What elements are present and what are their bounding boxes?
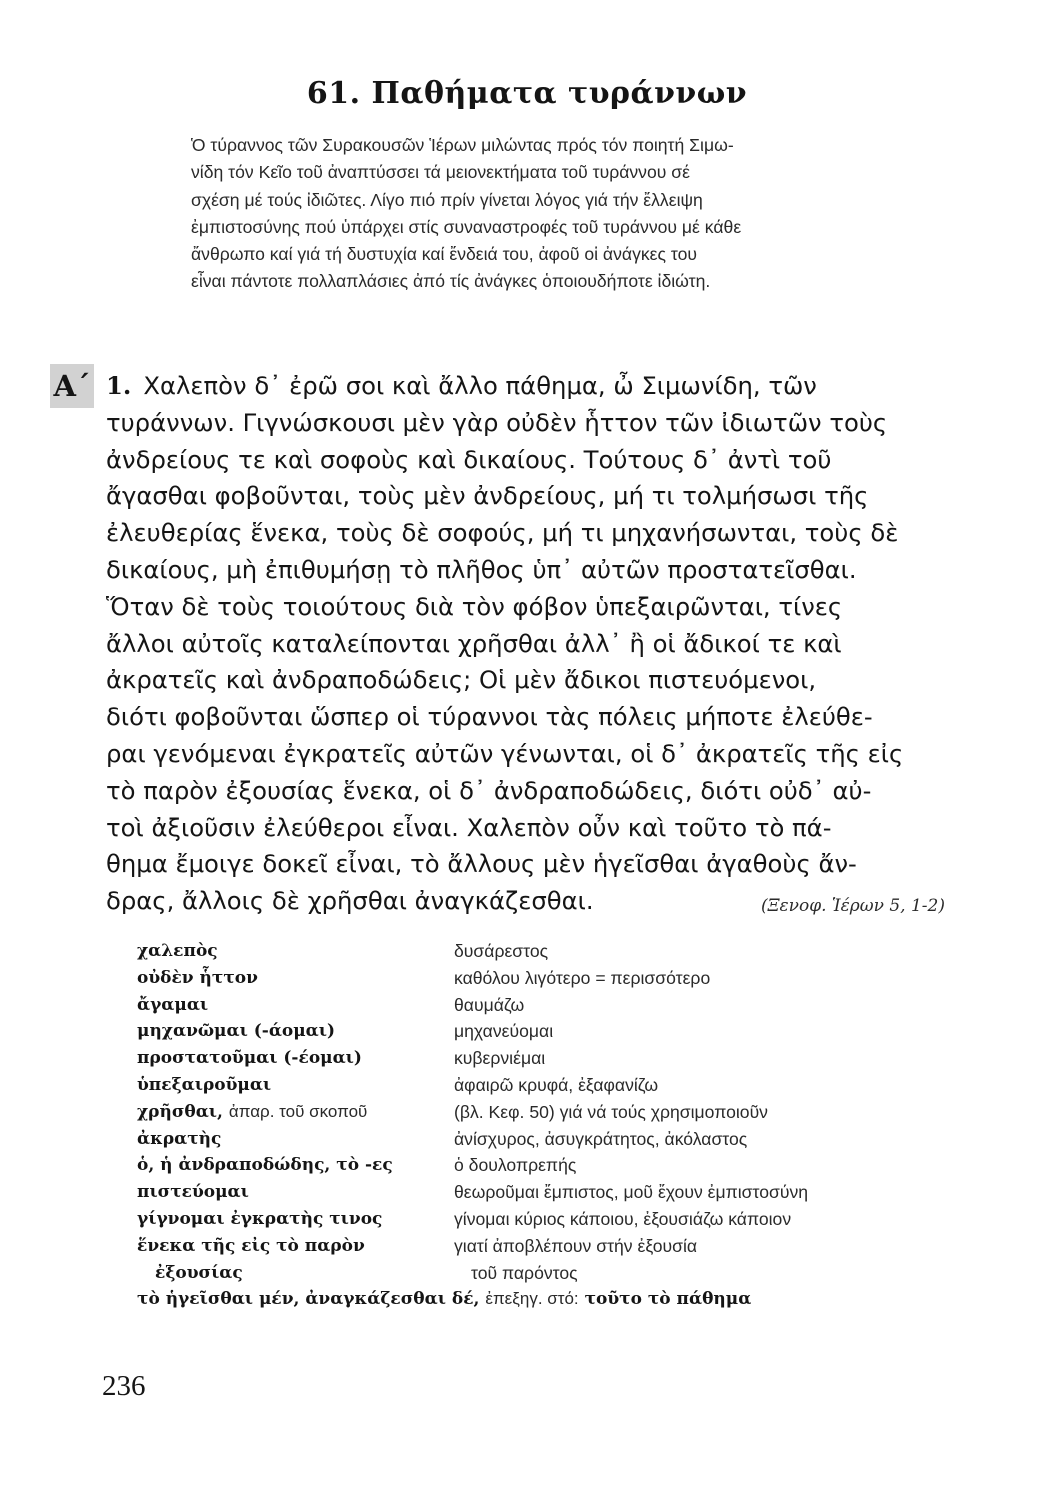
greek-line: διότι φοβοῦνται ὥσπερ οἱ τύραννοι τὰς πόλεις μήποτε ἐλεύθε- (106, 702, 873, 732)
glossary-term: ὁ, ἡ ἀνδραποδώδης, τὸ -ες (137, 1155, 393, 1176)
glossary-entry (137, 1018, 947, 1045)
chapter-title: 61. Παθήματα τυράννων (306, 76, 748, 111)
glossary-entry (137, 1233, 947, 1260)
greek-line: Ὅταν δὲ τοὺς τοιούτους διὰ τὸν φόβον ὑπεξαιρῶνται, τίνες (106, 591, 843, 621)
glossary-term: γίγνομαι ἐγκρατὴς τινος (137, 1208, 383, 1229)
page-number: 236 (102, 1370, 146, 1402)
greek-line: δικαίους, μὴ ἐπιθυμήσῃ τὸ πλῆθος ὑπ᾽ αὐτῶν προστατεῖσθαι. (106, 554, 857, 584)
intro-line: ἐμπιστοσύνης πού ὑπάρχει στίς συναναστροφές τοῦ τυράννου μέ κάθε (191, 216, 742, 237)
intro-line: Ὁ τύραννος τῶν Συρακουσῶν Ἱέρων μιλώντας πρός τόν ποιητή Σιμω- (191, 135, 734, 155)
glossary-definition: ὁ δουλοπρεπής (454, 1155, 577, 1176)
section-marker: Α΄ (50, 364, 94, 408)
glossary-entry (137, 1206, 947, 1233)
glossary-definition: θεωροῦμαι ἔμπιστος, μοῦ ἔχουν ἐμπιστοσύνη (454, 1182, 809, 1203)
glossary-definition: γίνομαι κύριος κάποιου, ἐξουσιάζω κάποιον (454, 1208, 792, 1229)
glossary-term: προστατοῦμαι (-έομαι) (137, 1048, 362, 1069)
glossary-term: πιστεύομαι (137, 1182, 249, 1203)
glossary-definition: ἀφαιρῶ κρυφά, ἐξαφανίζω (454, 1074, 659, 1095)
glossary-entry (137, 965, 947, 992)
glossary-definition: κυβερνιέμαι (454, 1048, 546, 1069)
greek-line: τὸ παρὸν ἐξουσίας ἕνεκα, οἱ δ᾽ ἀνδραποδώδεις, διότι οὐδ᾽ αὐ- (106, 775, 872, 805)
intro-line: ἄνθρωπο καί γιά τή δυστυχία καί ἔνδειά του, ἀφοῦ οἱ ἀνάγκες του (191, 244, 697, 265)
glossary-entry (137, 1099, 947, 1126)
glossary-note: ἐπεξηγ. στό: (485, 1289, 579, 1309)
greek-line: ἀνδρείους τε καὶ σοφοὺς καὶ δικαίους. Τούτους δ᾽ ἀντὶ τοῦ (106, 444, 832, 474)
greek-line: δρας, ἄλλοις δὲ χρῆσθαι ἀναγκάζεσθαι. (106, 886, 594, 916)
glossary-final-line (137, 1286, 751, 1313)
glossary-definition: (βλ. Κεφ. 50) γιά νά τούς χρησιμοποιοῦν (454, 1101, 768, 1122)
intro-line: νίδη τόν Κεῖο τοῦ ἀναπτύσσει τά μειονεκτήματα τοῦ τυράννου σέ (191, 162, 690, 183)
glossary-entry (137, 992, 947, 1019)
glossary-term: ὑπεξαιροῦμαι (137, 1074, 272, 1095)
greek-line: ἐλευθερίας ἕνεκα, τοὺς δὲ σοφούς, μή τι μηχανήσωνται, τοὺς δὲ (106, 518, 899, 548)
greek-line: θημα ἔμοιγε δοκεῖ εἶναι, τὸ ἄλλους μὲν ἡγεῖσθαι ἀγαθοὺς ἄν- (106, 849, 857, 879)
glossary-term: μηχανῶμαι (-άομαι) (137, 1021, 336, 1042)
glossary-term: ἀκρατὴς (137, 1128, 222, 1149)
glossary-entry (137, 1286, 947, 1313)
glossary-definition: ἀνίσχυρος, ἀσυγκράτητος, ἀκόλαστος (454, 1128, 748, 1149)
glossary-term-note: ἀπαρ. τοῦ σκοποῦ (228, 1101, 368, 1121)
glossary-entry (137, 1072, 947, 1099)
vocabulary-glossary (137, 938, 947, 1313)
glossary-definition: τοῦ παρόντος (471, 1262, 578, 1283)
introduction-paragraph (191, 132, 938, 296)
greek-line: ἀκρατεῖς καὶ ἀνδραποδώδεις; Οἱ μὲν ἄδικοι πιστευόμενοι, (106, 665, 817, 695)
glossary-definition: καθόλου λιγότερο = περισσότερο (454, 967, 711, 988)
glossary-term: ἕνεκα τῆς εἰς τὸ παρὸν (137, 1235, 365, 1256)
glossary-definition: δυσάρεστος (454, 941, 549, 961)
glossary-definition: θαυμάζω (454, 994, 525, 1015)
glossary-target: τοῦτο τὸ πάθημα (584, 1289, 752, 1310)
glossary-definition: γιατί ἀποβλέπουν στήν ἐξουσία (454, 1235, 698, 1256)
glossary-term: ἐξουσίας (155, 1262, 243, 1283)
greek-line: τυράννων. Γιγνώσκουσι μὲν γὰρ οὐδὲν ἧττον τῶν ἰδιωτῶν τοὺς (106, 407, 888, 437)
greek-line: τοὶ ἀξιοῦσιν ἐλεύθεροι εἶναι. Χαλεπὸν οὖν καὶ τοῦτο τὸ πά- (106, 812, 832, 842)
glossary-term: οὐδὲν ἧττον (137, 967, 258, 988)
intro-line: εἶναι πάντοτε πολλαπλάσιες ἀπό τίς ἀνάγκες ὁποιουδήποτε ἰδιώτη. (191, 271, 711, 292)
glossary-entry (137, 1179, 947, 1206)
greek-line: ἄλλοι αὐτοῖς καταλείπονται χρῆσθαι ἀλλ᾽ ἢ οἱ ἄδικοί τε καὶ (106, 628, 842, 658)
glossary-term: ἄγαμαι (137, 994, 209, 1015)
glossary-term (137, 1099, 367, 1126)
glossary-entry (137, 938, 947, 965)
glossary-entry (137, 1045, 947, 1072)
glossary-entry (137, 1126, 947, 1153)
glossary-term: τὸ ἡγεῖσθαι μέν, ἀναγκάζεσθαι δέ, (137, 1289, 480, 1310)
paragraph-number: 1. (106, 371, 132, 400)
glossary-term-text: χρῆσθαι, (137, 1101, 223, 1122)
greek-line: ραι γενόμεναι ἐγκρατεῖς αὐτῶν γένωνται, οἱ δ᾽ ἀκρατεῖς τῆς εἰς (106, 738, 904, 768)
intro-line: σχέση μέ τούς ἰδιῶτες. Λίγο πιό πρίν γίνεται λόγος γιά τήν ἔλλειψη (191, 189, 703, 210)
greek-line: ἄγασθαι φοβοῦνται, τοὺς μὲν ἀνδρείους, μή τι τολμήσωσι τῆς (106, 481, 869, 511)
ancient-greek-text (106, 368, 946, 920)
glossary-term: χαλεπὸς (137, 941, 218, 961)
glossary-entry (137, 1152, 947, 1179)
greek-line (106, 368, 946, 405)
greek-line-text: Χαλεπὸν δ᾽ ἐρῶ σοι καὶ ἄλλο πάθημα, ὦ Σιμωνίδη, τῶν (143, 371, 817, 400)
source-citation: (Ξενοφ. Ἱέρων 5, 1-2) (760, 896, 945, 916)
glossary-definition: μηχανεύομαι (454, 1021, 554, 1042)
glossary-entry (137, 1260, 947, 1287)
